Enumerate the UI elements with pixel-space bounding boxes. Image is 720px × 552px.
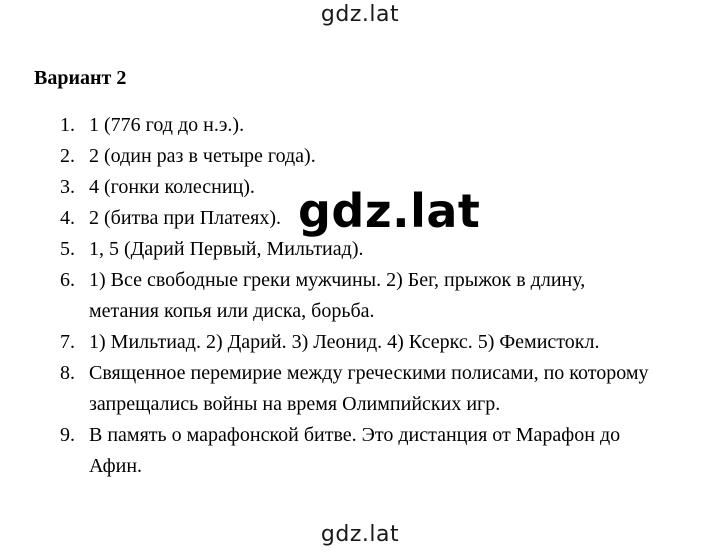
answer-text: В память о марафонской битве. Это дистанция от Марафон до [89, 424, 621, 446]
answer-text-continued: метания копья или диска, борьба. [89, 300, 375, 322]
variant-heading: Вариант 2 [34, 67, 127, 89]
answer-text: 4 (гонки колесниц). [89, 176, 255, 198]
answer-number: 6. [60, 269, 75, 291]
answer-number: 5. [60, 238, 75, 260]
answer-number: 1. [60, 114, 75, 136]
answer-text: 2 (битва при Платеях). [89, 207, 282, 229]
answer-number: 8. [60, 362, 75, 384]
answer-item-8 [0, 358, 709, 420]
answer-number: 7. [60, 331, 75, 353]
answer-item-9 [0, 420, 709, 482]
answer-item-5 [0, 234, 709, 265]
answers-list [0, 110, 709, 482]
watermark-center: gdz.lat [298, 184, 481, 238]
answer-text: 1 (776 год до н.э.). [89, 114, 245, 136]
answer-item-2 [0, 141, 709, 172]
answer-item-1 [0, 110, 709, 141]
answer-item-6 [0, 265, 709, 327]
answer-text: 2 (один раз в четыре года). [89, 145, 316, 167]
answer-text: 1, 5 (Дарий Первый, Мильтиад). [89, 238, 364, 260]
watermark-top: gdz.lat [320, 2, 400, 27]
answer-text-continued: Афин. [89, 455, 143, 477]
answer-text-continued: запрещались войны на время Олимпийских игр. [89, 393, 501, 415]
answer-text: Священное перемирие между греческими полисами, по которому [89, 362, 649, 384]
watermark-bottom: gdz.lat [320, 522, 400, 547]
answer-number: 9. [60, 424, 75, 446]
answer-text: 1) Мильтиад. 2) Дарий. 3) Леонид. 4) Ксеркс. 5) Фемистокл. [89, 331, 600, 353]
answer-number: 2. [60, 145, 75, 167]
answer-text: 1) Все свободные греки мужчины. 2) Бег, прыжок в длину, [89, 269, 586, 291]
answer-number: 3. [60, 176, 75, 198]
answer-number: 4. [60, 207, 75, 229]
answer-item-7 [0, 327, 709, 358]
